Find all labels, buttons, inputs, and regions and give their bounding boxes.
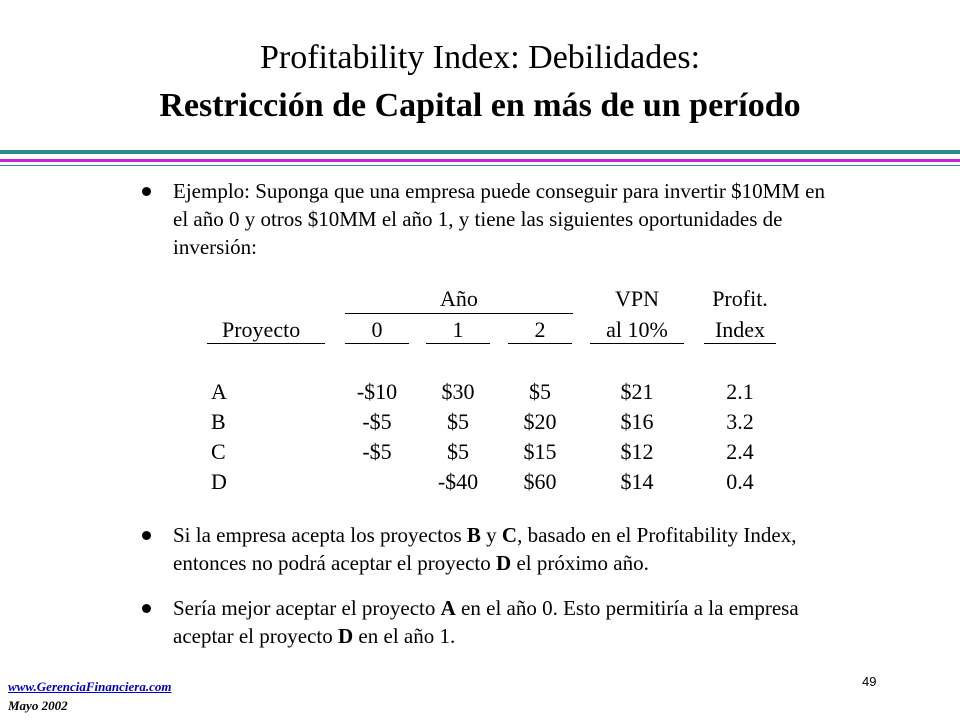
title-rule-thin-teal <box>0 165 960 166</box>
header-year: Año <box>440 286 478 311</box>
bullet-segment: B <box>466 523 481 547</box>
cell-pi: 0.4 <box>726 469 754 494</box>
bullet-text <box>173 594 842 650</box>
bullet-segment: Sería mejor aceptar el proyecto <box>173 596 441 620</box>
page-number: 49 <box>862 674 877 689</box>
bullet-icon <box>142 187 151 196</box>
bullet-icon <box>142 531 151 540</box>
header-pi: Index <box>714 317 766 342</box>
bullet-segment: y <box>480 523 502 547</box>
cell-proyecto: B <box>211 409 226 434</box>
bullet-icon <box>142 604 151 613</box>
cell-proyecto: C <box>211 439 226 464</box>
cell-y1: -$40 <box>437 469 479 494</box>
header-year-underline <box>345 313 573 314</box>
cell-y2: $5 <box>529 379 551 404</box>
slide-title: Profitability Index: Debilidades: <box>259 39 701 76</box>
cell-vpn: $21 <box>620 379 654 404</box>
bullet-example <box>142 177 842 261</box>
cell-y1: $5 <box>447 409 469 434</box>
bullet-segment: Ejemplo: Suponga que una empresa puede conseguir para invertir $10MM en el año 0 y otros $10MM el año 1, y tiene las siguientes oportunidades de inversión: <box>173 179 825 259</box>
slide-subtitle: Restricción de Capital en más de un período <box>159 87 801 124</box>
footer-date: Mayo 2002 <box>8 698 68 713</box>
cell-y0: -$5 <box>362 409 392 434</box>
bullet-segment: D <box>338 624 354 648</box>
header-y2: 2 <box>534 317 546 342</box>
cell-proyecto: A <box>211 379 227 404</box>
header-proyecto-underline <box>207 343 325 344</box>
header-y1: 1 <box>452 317 464 342</box>
cell-vpn: $12 <box>620 439 654 464</box>
title-rule-teal <box>0 150 960 154</box>
cell-y1: $30 <box>441 379 475 404</box>
header-vpn-rate: al 10% <box>606 317 668 342</box>
bullet-conclusion-2 <box>142 594 842 650</box>
cell-y0: -$5 <box>362 439 392 464</box>
header-pi-underline <box>704 343 776 344</box>
bullet-text <box>173 177 842 261</box>
bullet-segment: el próximo año. <box>511 551 649 575</box>
cell-y2: $15 <box>523 439 557 464</box>
bullet-segment: en el año 0. Esto permitiría a la empresa aceptar el proyecto <box>173 596 799 648</box>
title-rule-magenta <box>0 159 960 162</box>
cell-proyecto: D <box>211 469 227 494</box>
bullet-text <box>173 521 842 577</box>
cell-pi: 2.1 <box>726 379 754 404</box>
bullet-segment: A <box>440 596 456 620</box>
header-y0: 0 <box>371 317 383 342</box>
website-link[interactable]: www.GerenciaFinanciera.com <box>8 679 172 694</box>
bullet-segment: Si la empresa acepta los proyectos <box>173 523 467 547</box>
cell-y1: $5 <box>447 439 469 464</box>
header-y0-underline <box>345 343 409 344</box>
header-vpn: VPN <box>614 286 659 311</box>
bullet-segment: en el año 1. <box>353 624 456 648</box>
bullet-segment: , basado en el Profitability Index, entonces no podrá aceptar el proyecto <box>173 523 797 575</box>
header-profit: Profit. <box>712 286 768 311</box>
cell-y2: $20 <box>523 409 557 434</box>
cell-vpn: $14 <box>620 469 654 494</box>
cell-y2: $60 <box>523 469 557 494</box>
header-y1-underline <box>426 343 490 344</box>
header-vpn-underline <box>590 343 684 344</box>
cell-pi: 3.2 <box>726 409 754 434</box>
cell-pi: 2.4 <box>726 439 754 464</box>
bullet-conclusion-1 <box>142 521 842 577</box>
header-proyecto: Proyecto <box>222 317 301 342</box>
cell-y0: -$10 <box>356 379 398 404</box>
cell-vpn: $16 <box>620 409 654 434</box>
header-y2-underline <box>508 343 572 344</box>
bullet-segment: D <box>496 551 512 575</box>
bullet-segment: C <box>501 523 518 547</box>
